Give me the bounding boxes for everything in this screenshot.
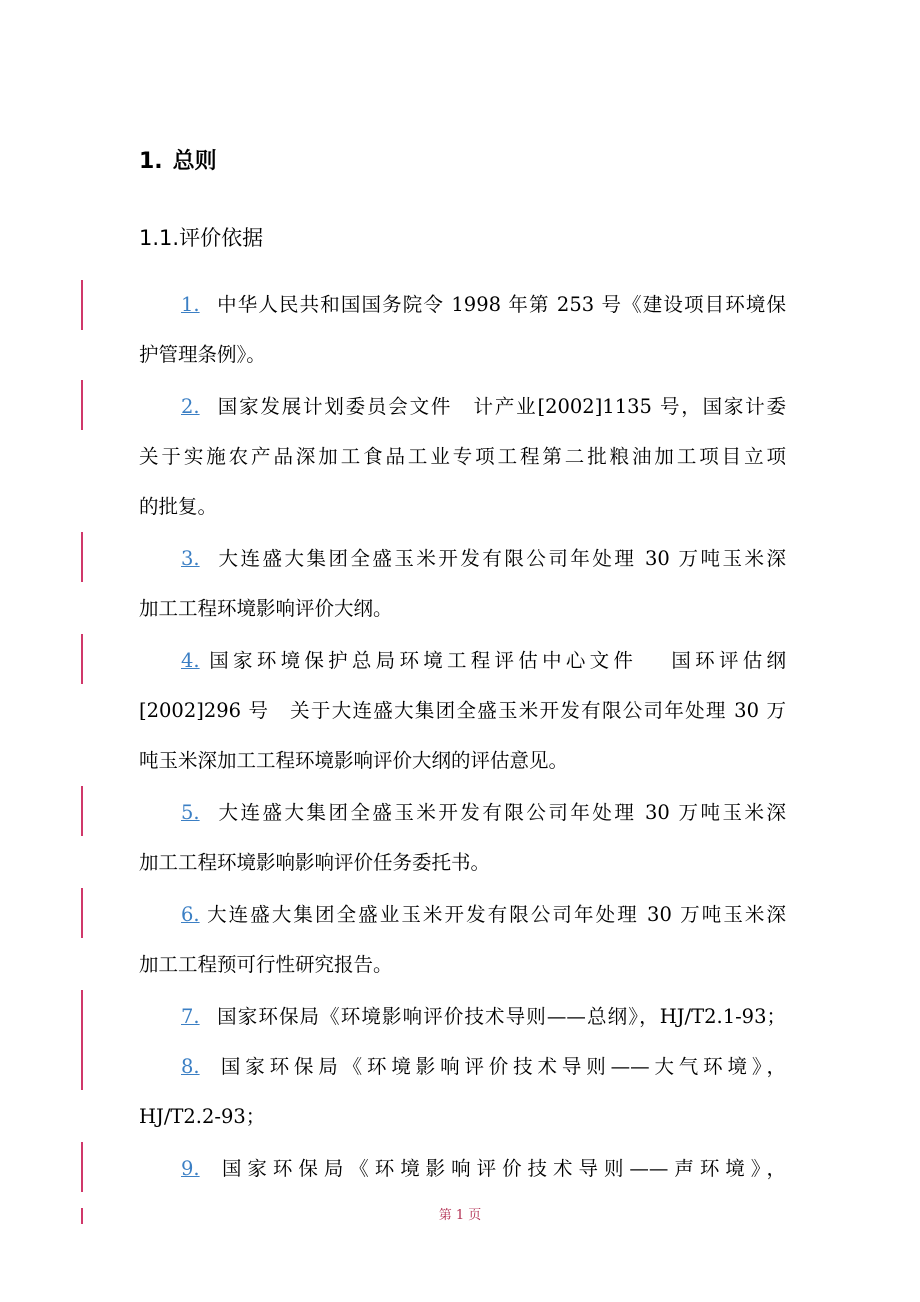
page-footer: 第 1 页 (438, 1208, 482, 1223)
heading-2-title: 评价依据 (179, 226, 264, 250)
item-text: 大连盛大集团全盛玉米开发有限公司年处理 30 万吨玉米深 (216, 547, 786, 570)
heading-2-number: 1.1. (139, 226, 180, 250)
item-number-link[interactable]: 6. (181, 903, 200, 926)
item-number-link[interactable]: 9. (181, 1157, 200, 1180)
item-text: 国家发展计划委员会文件 计产业[2002]1135 号，国家计委 (216, 395, 786, 418)
revision-bar (81, 990, 83, 1040)
list-item-2-line-1 (181, 392, 786, 422)
list-item-4-line-1 (181, 646, 786, 676)
list-item-5-line-2: 加工工程环境影响影响评价任务委托书。 (139, 851, 491, 874)
item-number-link[interactable]: 5. (181, 801, 200, 824)
revision-bar (81, 786, 83, 836)
item-number-link[interactable]: 3. (181, 547, 200, 570)
item-text: 国家环保局《环境影响评价技术导则——大气环境》， (216, 1055, 786, 1078)
list-item-3-line-2: 加工工程环境影响评价大纲。 (139, 597, 393, 620)
revision-bar (81, 532, 83, 582)
revision-bar (81, 280, 83, 330)
item-text: 大连盛大集团全盛业玉米开发有限公司年处理 30 万吨玉米深 (205, 903, 786, 926)
heading-1-number: 1. (139, 149, 163, 174)
item-text: 国家环境保护总局环境工程评估中心文件 国环评估纲 (205, 649, 786, 672)
list-item-4-line-3: 吨玉米深加工工程环境影响评价大纲的评估意见。 (139, 749, 569, 772)
list-item-2-line-2: 关于实施农产品深加工食品工业专项工程第二批粮油加工项目立项 (139, 445, 786, 468)
item-number-link[interactable]: 8. (181, 1055, 200, 1078)
revision-bar (81, 1040, 83, 1090)
list-item-8-line-1 (181, 1052, 786, 1082)
list-item-1-line-2: 护管理条例》。 (139, 343, 266, 366)
item-text: 中华人民共和国国务院令 1998 年第 253 号《建设项目环境保 (216, 293, 786, 316)
item-text: 国家环保局《环境影响评价技术导则——声环境》， (216, 1157, 786, 1180)
revision-bar (81, 634, 83, 684)
item-text: 大连盛大集团全盛玉米开发有限公司年处理 30 万吨玉米深 (216, 801, 786, 824)
list-item-6-line-2: 加工工程预可行性研究报告。 (139, 953, 393, 976)
list-item-8-line-2: HJ/T2.2-93； (139, 1105, 266, 1128)
heading-2 (139, 222, 263, 254)
list-item-2-line-3: 的批复。 (139, 495, 218, 518)
heading-1 (139, 146, 217, 178)
list-item-5-line-1 (181, 798, 786, 828)
revision-bar (81, 1142, 83, 1192)
item-number-link[interactable]: 7. (181, 1005, 200, 1028)
list-item-7-line-1 (181, 1002, 786, 1032)
item-number-link[interactable]: 2. (181, 395, 200, 418)
revision-bar (81, 888, 83, 938)
revision-bar (81, 380, 83, 430)
item-number-link[interactable]: 4. (181, 649, 200, 672)
list-item-1-line-1 (181, 290, 786, 320)
heading-1-title: 总则 (172, 149, 217, 174)
list-item-4-line-2: [2002]296 号 关于大连盛大集团全盛玉米开发有限公司年处理 30 万 (139, 699, 786, 722)
list-item-9-line-1 (181, 1154, 786, 1184)
list-item-6-line-1 (181, 900, 786, 930)
item-number-link[interactable]: 1. (181, 293, 200, 316)
list-item-3-line-1 (181, 544, 786, 574)
item-text: 国家环保局《环境影响评价技术导则——总纲》，HJ/T2.1-93； (216, 1005, 786, 1028)
